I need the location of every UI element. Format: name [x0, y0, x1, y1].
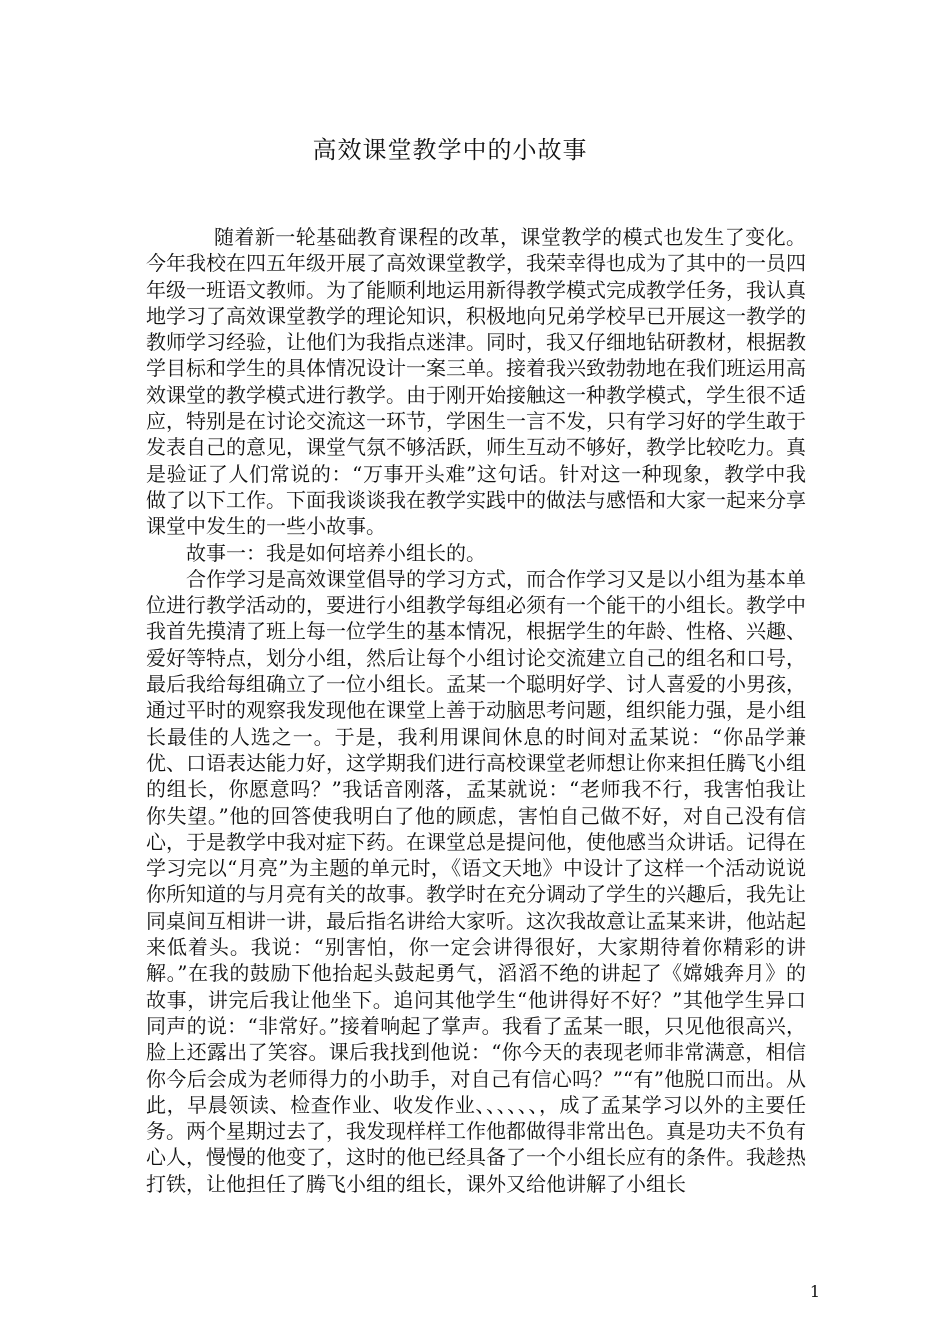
paragraph-intro: 随着新一轮基础教育课程的改革，课堂教学的模式也发生了变化。今年我校在四五年级开展了高效课堂教学，我荣幸得也成为了其中的一员四年级一班语文教师。为了能顺利地运用新得教学模式完成教学任务，我认真地学习了高效课堂教学的理论知识，积极地向兄弟学校早已开展这一教学的教师学习经验，让他们为我指点迷津。同时，我又仔细地钻研教材，根据教学目标和学生的具体情况设计一案三单。接着我兴致勃勃地在我们班运用高效课堂的教学模式进行教学。由于刚开始接触这一种教学模式，学生很不适应，特别是在讨论交流这一环节，学困生一言不发，只有学习好的学生敢于发表自己的意见，课堂气氛不够活跃，师生互动不够好，教学比较吃力。真是验证了人们常说的：“万事开头难”这句话。针对这一种现象，教学中我做了以下工作。下面我谈谈我在教学实践中的做法与感悟和大家一起来分享课堂中发生的一些小故事。: [146, 225, 806, 539]
document-title: 高效课堂教学中的小故事: [312, 136, 588, 164]
document-body: [146, 224, 806, 1197]
paragraph-story-one-heading: 故事一：我是如何培养小组长的。: [186, 540, 486, 565]
page-number: 1: [809, 1282, 820, 1301]
paragraph-story-one-body: 合作学习是高效课堂倡导的学习方式，而合作学习又是以小组为基本单位进行教学活动的，要进行小组教学每组必须有一个能干的小组长。教学中我首先摸清了班上每一位学生的基本情况，根据学生的年龄、性格、兴趣、爱好等特点，划分小组，然后让每个小组讨论交流建立自己的组名和口号，最后我给每组确立了一位小组长。孟某一个聪明好学、讨人喜爱的小男孩，通过平时的观察我发现他在课堂上善于动脑思考问题，组织能力强，是小组长最佳的人选之一。于是，我利用课间休息的时间对孟某说：“你品学兼优、口语表达能力好，这学期我们进行高校课堂老师想让你来担任腾飞小组的组长，你愿意吗？”我话音刚落，孟某就说：“老师我不行，我害怕我让你失望。”他的回答使我明白了他的顾虑，害怕自己做不好，对自己没有信心，于是教学中我对症下药。在课堂总是提问他，使他感当众讲话。记得在学习完以“月亮”为主题的单元时，《语文天地》中设计了这样一个活动说说你所知道的与月亮有关的故事。教学时在充分调动了学生的兴趣后，我先让同桌间互相讲一讲，最后指名讲给大家听。这次我故意让孟某来讲，他站起来低着头。我说：“别害怕，你一定会讲得很好，大家期待着你精彩的讲解。”在我的鼓励下他抬起头鼓起勇气，滔滔不绝的讲起了《嫦娥奔月》的故事，讲完后我让他坐下。追问其他学生“他讲得好不好？”其他学生异口同声的说：“非常好。”接着响起了掌声。我看了孟某一眼，只见他很高兴，脸上还露出了笑容。课后我找到他说：“你今天的表现老师非常满意，相信你今后会成为老师得力的小助手，对自己有信心吗？”“有”他脱口而出。从此，早晨领读、检查作业、收发作业、、、、、、，成了孟某学习以外的主要任务。两个星期过去了，我发现样样工作他都做得非常出色。真是功夫不负有心人，慢慢的他变了，这时的他已经具备了一个小组长应有的条件。我趁热打铁，让他担任了腾飞小组的组长，课外又给他讲解了小组长: [146, 566, 806, 1196]
